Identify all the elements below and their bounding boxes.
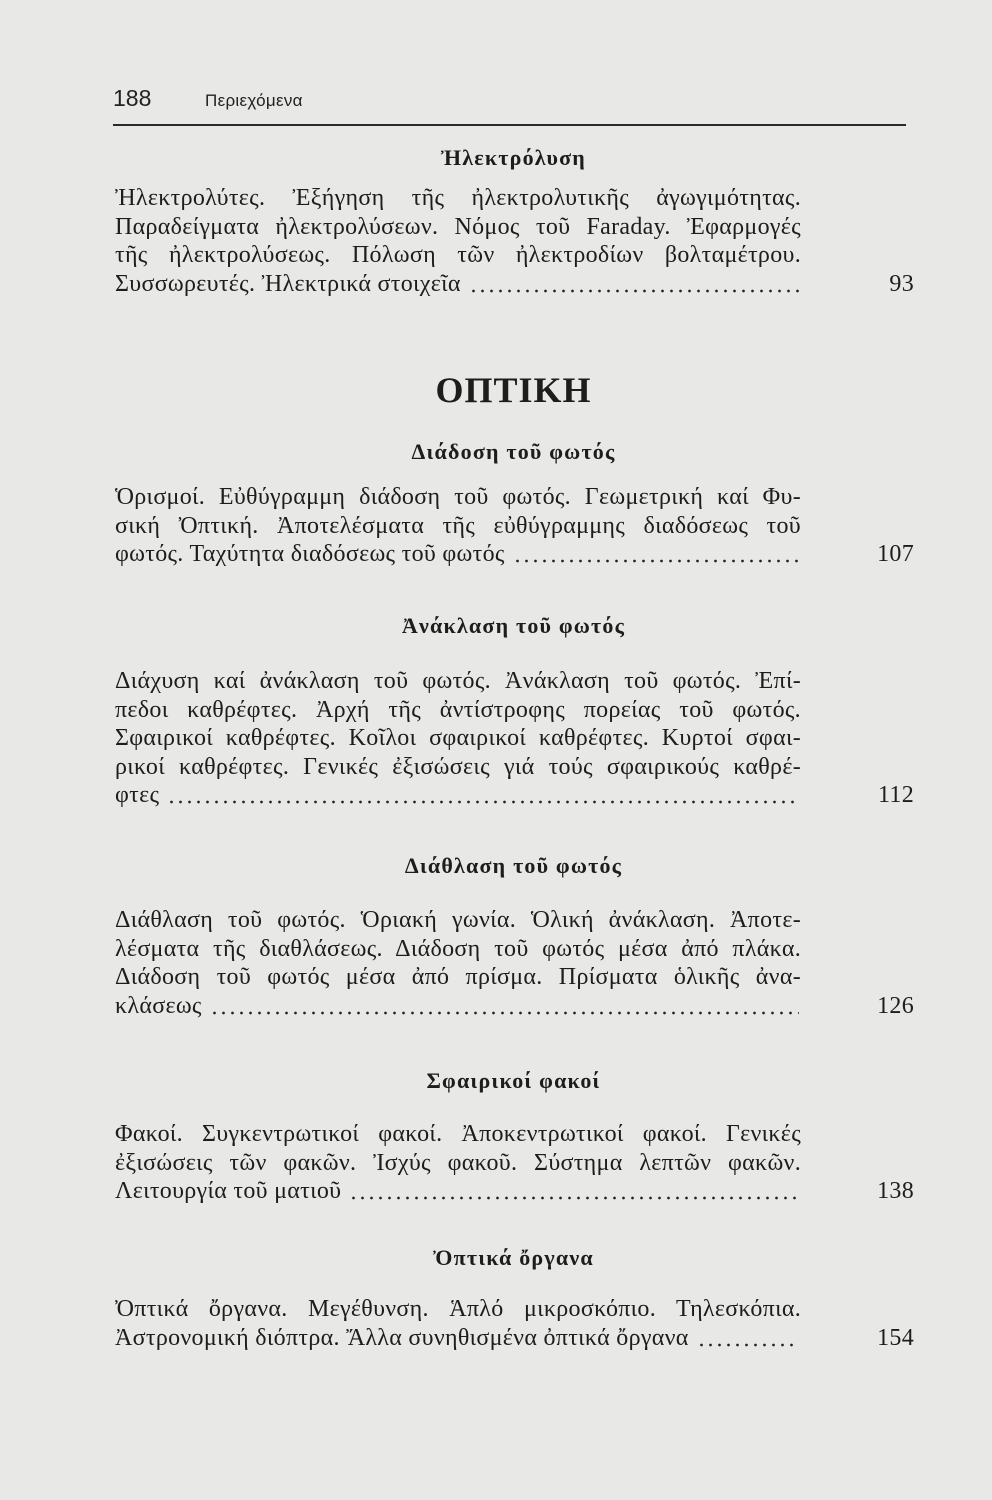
entry-page-number: 112 [877, 782, 914, 808]
toc-entry [115, 906, 914, 1020]
entry-line: σική Ὀπτική. Ἀποτελέσματα τῆς εὐθύγραμμης διαδόσεως τοῦ [115, 512, 801, 539]
entry-line: τῆς ἠλεκτρολύσεως. Πόλωση τῶν ἠλεκτροδίων βολταμέτρου. [115, 242, 801, 268]
entry-line: Παραδείγματα ἠλεκτρολύσεων. Νόμος τοῦ Faraday. Ἐφαρμογές [115, 213, 801, 240]
entry-last-text: Συσσωρευτές. Ἠλεκτρικά στοιχεῖα [115, 270, 461, 297]
entry-last-text: Λειτουργία τοῦ ματιοῦ [115, 1178, 342, 1204]
entry-line: Ὀπτικά ὄργανα. Μεγέθυνση. Ἁπλό μικροσκόπιο. Τηλεσκόπια. [115, 1296, 801, 1322]
toc-entry [115, 667, 914, 810]
entry-heading: Διάθλαση τοῦ φωτός [404, 853, 623, 878]
entry-line: ρικοί καθρέφτες. Γενικές ἐξισώσεις γιά τούς σφαιρικούς καθρέ- [115, 753, 801, 780]
entry-page-number: 138 [877, 1178, 914, 1204]
toc-entry [115, 1120, 914, 1206]
entry-last-line [115, 270, 914, 299]
entry-heading: Σφαιρικοί φακοί [426, 1068, 601, 1093]
entry-line: Ἠλεκτρολύτες. Ἐξήγηση τῆς ἠλεκτρολυτικῆς ἀγωγιμότητας. [115, 185, 801, 211]
entry-line: Σφαιρικοί καθρέφτες. Κοῖλοι σφαιρικοί καθρέφτες. Κυρτοί σφαι- [115, 725, 801, 751]
part-title: ΟΠΤΙΚΗ [435, 370, 592, 410]
entry-last-line [115, 781, 914, 810]
entry-line: Διάδοση τοῦ φωτός μέσα ἀπό πρίσμα. Πρίσματα ὁλικῆς ἀνα- [115, 964, 801, 990]
entry-page-number: 154 [877, 1324, 914, 1351]
entry-heading: Ἠλεκτρόλυση [441, 145, 586, 170]
entry-last-text: Ἀστρονομική διόπτρα. Ἄλλα συνηθισμένα ὀπτικά ὄργανα [115, 1324, 689, 1351]
leader-dots [349, 1177, 799, 1206]
leader-dots [513, 540, 799, 569]
page-number: 188 [113, 85, 152, 111]
entry-line: Διάθλαση τοῦ φωτός. Ὁριακή γωνία. Ὁλική ἀνάκλαση. Ἀποτε- [115, 907, 801, 933]
entry-last-line [115, 1177, 914, 1206]
toc-entry [115, 1295, 914, 1352]
entry-last-line [115, 992, 914, 1021]
entry-line: ἐξισώσεις τῶν φακῶν. Ἰσχύς φακοῦ. Σύστημα λεπτῶν φακῶν. [115, 1149, 801, 1176]
page-header [113, 82, 905, 114]
entry-line: πεδοι καθρέφτες. Ἀρχή τῆς ἀντίστροφης πορείας τοῦ φωτός. [115, 696, 801, 723]
entry-line: Ὁρισμοί. Εὐθύγραμμη διάδοση τοῦ φωτός. Γεωμετρική καί Φυ- [115, 484, 801, 510]
entry-line: Διάχυση καί ἀνάκλαση τοῦ φωτός. Ἀνάκλαση τοῦ φωτός. Ἐπί- [115, 668, 801, 694]
entry-line: λέσματα τῆς διαθλάσεως. Διάδοση τοῦ φωτός μέσα ἀπό πλάκα. [115, 935, 801, 962]
entry-last-text: φτες [115, 782, 160, 808]
entry-last-text: κλάσεως [115, 992, 202, 1019]
entry-last-text: φωτός. Ταχύτητα διαδόσεως τοῦ φωτός [115, 541, 505, 567]
leader-dots [469, 270, 799, 299]
entry-page-number: 126 [877, 992, 914, 1019]
leader-dots [210, 992, 799, 1021]
leader-dots [167, 781, 799, 810]
header-rule [113, 124, 906, 126]
entry-line: Φακοί. Συγκεντρωτικοί φακοί. Ἀποκεντρωτικοί φακοί. Γενικές [115, 1121, 801, 1147]
running-title: Περιεχόμενα [205, 91, 303, 110]
entry-page-number: 107 [877, 541, 914, 567]
entry-page-number: 93 [889, 270, 914, 297]
entry-last-line [115, 1324, 914, 1353]
leader-dots [697, 1324, 799, 1353]
toc-entry [115, 483, 914, 569]
entry-last-line [115, 540, 914, 569]
toc-entry [115, 184, 914, 298]
entry-heading: Ὀπτικά ὄργανα [433, 1245, 594, 1270]
entry-heading: Ἀνάκλαση τοῦ φωτός [401, 613, 626, 638]
entry-heading: Διάδοση τοῦ φωτός [411, 439, 616, 464]
